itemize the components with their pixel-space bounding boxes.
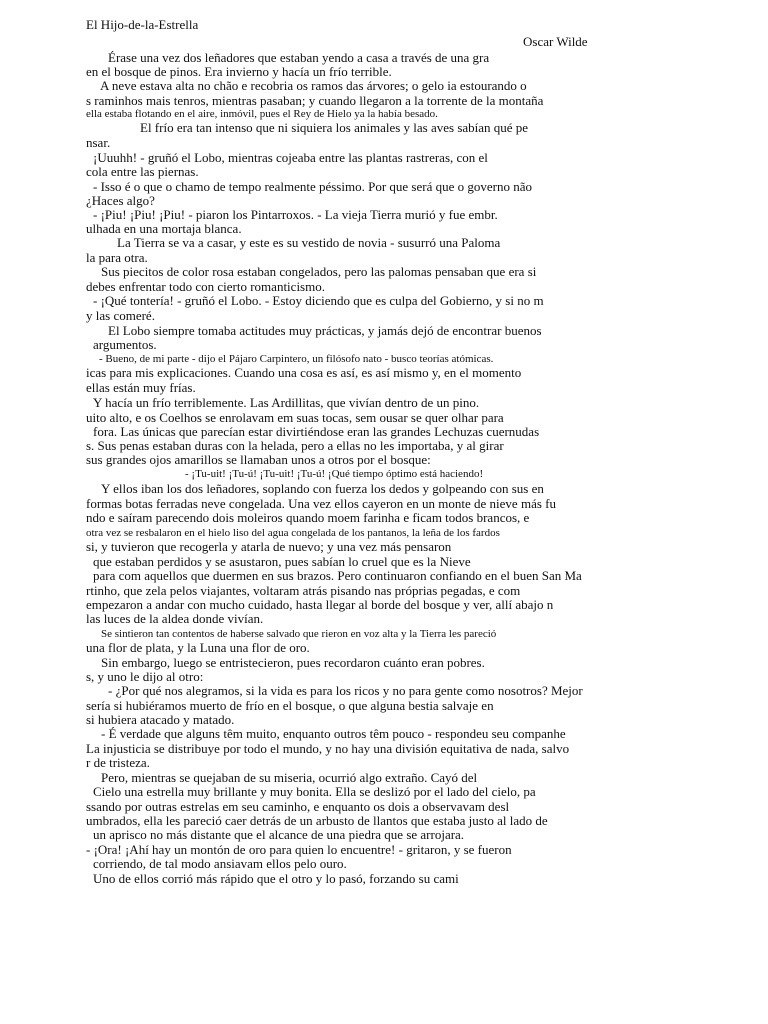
author-name: Oscar Wilde <box>523 34 588 49</box>
text-line: Y hacía un frío terriblemente. Las Ardillitas, que vivían dentro de un pino. <box>93 395 480 410</box>
text-line: - É verdade que alguns têm muito, enquanto outros têm pouco - respondeu seu companhe <box>101 726 566 741</box>
text-line: r de tristeza. <box>86 755 150 770</box>
text-line: umbrados, ella les pareció caer detrás de un arbusto de llantos que estaba justo al lado de <box>86 813 548 828</box>
text-line: ¿Haces algo? <box>86 193 155 208</box>
text-line: si hubiera atacado y matado. <box>86 712 235 727</box>
text-line: - ¡Piu! ¡Piu! ¡Piu! - piaron los Pintarroxos. - La vieja Tierra murió y fue embr. <box>93 207 498 222</box>
text-line: si, y tuvieron que recogerla y atarla de nuevo; y una vez más pensaron <box>86 539 452 554</box>
text-line: y las comeré. <box>86 308 155 323</box>
text-line: en el bosque de pinos. Era invierno y hacía un frío terrible. <box>86 64 392 79</box>
text-line: Érase una vez dos leñadores que estaban yendo a casa a través de una gra <box>108 50 490 65</box>
text-line: que estaban perdidos y se asustaron, pues sabían lo cruel que es la Nieve <box>93 554 471 569</box>
text-line: La Tierra se va a casar, y este es su vestido de novia - susurró una Paloma <box>117 235 501 250</box>
text-line: - Isso é o que o chamo de tempo realmente péssimo. Por que será que o governo não <box>93 179 532 194</box>
text-line: formas botas ferradas neve congelada. Una vez ellos cayeron en un monte de nieve más fu <box>86 496 556 511</box>
text-line: ssando por outras estrelas em seu caminho, e enquanto os dois a observavam desl <box>86 799 510 814</box>
text-line: uito alto, e os Coelhos se enrolavam em suas tocas, sem ousar se quer olhar para <box>86 410 504 425</box>
text-line: las luces de la aldea donde vivían. <box>86 611 264 626</box>
text-line: ellas están muy frías. <box>86 380 196 395</box>
text-line: ¡Uuuhh! - gruñó el Lobo, mientras cojeaba entre las plantas rastreras, con el <box>93 150 488 165</box>
text-line: cola entre las piernas. <box>86 164 199 179</box>
text-line: - ¡Ora! ¡Ahí hay un montón de oro para quien lo encuentre! - gritaron, y se fueron <box>86 842 512 857</box>
text-line: A neve estava alta no chão e recobria os ramos das árvores; o gelo ia estourando o <box>100 78 527 93</box>
text-line: El frío era tan intenso que ni siquiera los animales y las aves sabían qué pe <box>140 120 529 135</box>
text-line: - ¡Qué tontería! - gruñó el Lobo. - Estoy diciendo que es culpa del Gobierno, y si no m <box>93 293 544 308</box>
text-line: s raminhos mais tenros, mientras pasaban; y cuando llegaron a la torrente de la montaña <box>86 93 544 108</box>
text-line: Sus piecitos de color rosa estaban congelados, pero las palomas pensaban que era si <box>101 264 537 279</box>
text-line: s. Sus penas estaban duras con la helada, pero a ellas no les importaba, y al girar <box>86 438 504 453</box>
text-line: rtinho, que zela pelos viajantes, voltaram atrás pisando nas próprias pegadas, e com <box>86 583 521 598</box>
text-line: ella estaba flotando en el aire, inmóvil, pues el Rey de Hielo ya la había besado. <box>86 108 438 120</box>
text-line: la para otra. <box>86 250 148 265</box>
text-line: Pero, mientras se quejaban de su miseria, ocurrió algo extraño. Cayó del <box>101 770 478 785</box>
text-line: ndo e saíram parecendo dois moleiros quando moem farinha e ficam todos brancos, e <box>86 510 530 525</box>
text-line: nsar. <box>86 135 111 150</box>
text-line: corriendo, de tal modo ansiavam ellos pelo ouro. <box>93 856 347 871</box>
text-line: empezaron a andar con mucho cuidado, hasta llegar al borde del bosque y ver, allí abajo n <box>86 597 554 612</box>
text-line: una flor de plata, y la Luna una flor de oro. <box>86 640 310 655</box>
text-line: para com aquellos que duermen en sus brazos. Pero continuaron confiando en el buen San Ma <box>93 568 582 583</box>
text-line: Cielo una estrella muy brillante y muy bonita. Ella se deslizó por el lado del cielo, pa <box>93 784 536 799</box>
text-line: icas para mis explicaciones. Cuando una cosa es así, es así mismo y, en el momento <box>86 365 522 380</box>
text-line: Uno de ellos corrió más rápido que el otro y lo pasó, forzando su cami <box>93 871 459 886</box>
text-line: un aprisco no más distante que el alcance de una piedra que se arrojara. <box>93 827 465 842</box>
text-line: El Lobo siempre tomaba actitudes muy prácticas, y jamás dejó de encontrar buenos <box>108 323 542 338</box>
text-line: otra vez se resbalaron en el hielo liso del agua congelada de los pantanos, la leña de los fardos <box>86 527 500 539</box>
text-line: s, y uno le dijo al otro: <box>86 669 204 684</box>
document-header-title: El Hijo-de-la-Estrella <box>86 17 199 32</box>
text-line: fora. Las únicas que parecían estar divirtiéndose eran las grandes Lechuzas cuernudas <box>93 424 540 439</box>
text-line: argumentos. <box>93 337 157 352</box>
text-line: sería si hubiéramos muerto de frío en el bosque, o que alguna bestia salvaje en <box>86 698 494 713</box>
text-line: sus grandes ojos amarillos se llamaban unos a otros por el bosque: <box>86 452 431 467</box>
text-line: ulhada en una mortaja blanca. <box>86 221 242 236</box>
text-line: debes enfrentar todo con cierto romanticismo. <box>86 279 325 294</box>
text-line: Y ellos iban los dos leñadores, soplando con fuerza los dedos y golpeando con sus en <box>101 481 544 496</box>
text-line: La injusticia se distribuye por todo el mundo, y no hay una división equitativa de nada, salvo <box>86 741 570 756</box>
text-line: - ¿Por qué nos alegramos, si la vida es para los ricos y no para gente como nosotros? Mejor <box>108 683 583 698</box>
text-line: Se sintieron tan contentos de haberse salvado que rieron en voz alta y la Tierra les pareció <box>101 628 497 640</box>
text-line: Sin embargo, luego se entristecieron, pues recordaron cuánto eran pobres. <box>101 655 485 670</box>
text-line: - ¡Tu-uit! ¡Tu-ú! ¡Tu-uit! ¡Tu-ú! ¡Qué tiempo óptimo está haciendo! <box>185 468 484 480</box>
text-line: - Bueno, de mi parte - dijo el Pájaro Carpintero, un filósofo nato - busco teorías atómicas. <box>99 353 494 365</box>
